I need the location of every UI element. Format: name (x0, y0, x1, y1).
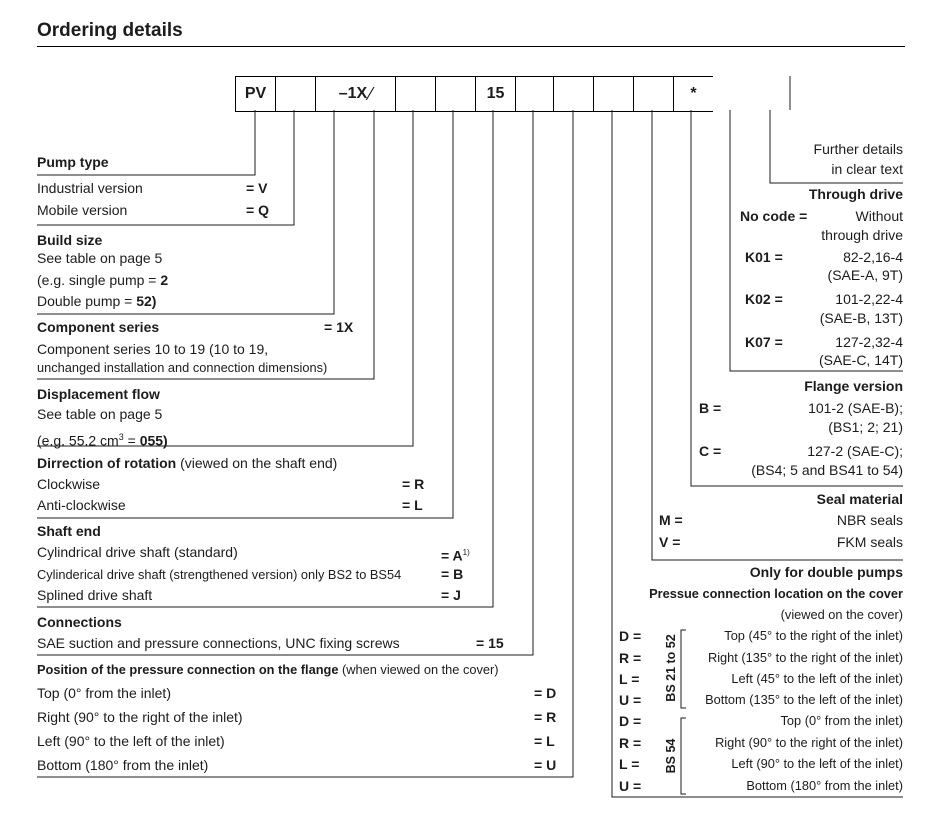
pump-type-mobile-code: = Q (246, 202, 269, 218)
code-cell-connections: 15 (475, 77, 515, 111)
through-drive-heading: Through drive (808, 186, 903, 202)
pump-type-mobile-label: Mobile version (37, 202, 128, 218)
through-drive-k01-desc-2: (SAE-A, 9T) (827, 267, 903, 283)
connections-heading: Connections (37, 614, 122, 630)
displacement-example-sup: 3 (118, 432, 124, 442)
connections-sae-label: SAE suction and pressure connections, UNC fixing screws (37, 635, 400, 651)
double-pumps-note: (viewed on the cover) (780, 607, 903, 622)
double-pump-g1-r-desc: Right (135° to the right of the inlet) (707, 650, 903, 665)
double-pumps-subheading: Pressue connection location on the cover (649, 586, 903, 601)
code-series-text: –1X (338, 85, 368, 102)
code-cell-series: –1X ⁄ (315, 77, 395, 111)
build-size-example (37, 272, 168, 289)
component-series-line-2: unchanged installation and connection dimensions) (37, 360, 328, 375)
shaft-end-heading: Shaft end (37, 523, 101, 539)
shaft-end-standard-code-text: = A (441, 547, 463, 564)
double-pump-g1-u-code: U = (619, 692, 642, 708)
through-drive-k02-code: K02 = (745, 291, 783, 307)
group-bs21-52-label: BS 21 to 52 (664, 634, 678, 702)
flange-version-heading: Flange version (804, 378, 903, 394)
pressure-position-heading-note: (when viewed on the cover) (338, 662, 499, 677)
displacement-line: See table on page 5 (37, 406, 163, 422)
through-drive-k07-desc-2: (SAE-C, 14T) (818, 352, 903, 368)
flange-version-b-desc-2: (BS1; 2; 21) (828, 419, 903, 435)
further-details-line-1: Further details (813, 141, 903, 157)
through-drive-k01-desc-1: 82-2,16-4 (843, 249, 903, 265)
double-pump-g2-l-code: L = (619, 756, 640, 772)
pressure-position-left-code: = L (534, 733, 555, 749)
displacement-heading: Displacement flow (37, 386, 160, 402)
rotation-anticlockwise-code: = L (402, 497, 423, 513)
pump-type-industrial-label: Industrial version (37, 180, 143, 196)
build-size-double (37, 293, 156, 310)
build-size-heading: Build size (37, 232, 103, 248)
component-series-code: = 1X (324, 319, 354, 335)
shaft-end-standard-code (441, 544, 470, 565)
through-drive-k07-code: K07 = (745, 334, 783, 350)
pressure-position-bottom-code: = U (534, 757, 557, 773)
pressure-position-right-code: = R (534, 709, 557, 725)
through-drive-k07-desc-1: 127-2,32-4 (835, 334, 903, 350)
pressure-position-top-code: = D (534, 685, 557, 701)
double-pump-g2-d-desc: Top (0° from the inlet) (780, 713, 903, 728)
double-pump-g1-l-code: L = (619, 671, 640, 687)
rotation-clockwise-label: Clockwise (37, 476, 101, 492)
rotation-heading-text: Dirrection of rotation (37, 455, 177, 471)
flange-version-c-desc-1: 127-2 (SAE-C); (807, 443, 903, 459)
rotation-heading-note: (viewed on the shaft end) (176, 455, 338, 471)
through-drive-k02-desc-1: 101-2,22-4 (835, 291, 903, 307)
through-drive-k02-desc-2: (SAE-B, 13T) (819, 310, 903, 326)
shaft-end-strengthened-label: Cylinderical drive shaft (strengthened version) only BS2 to BS54 (37, 567, 402, 582)
pressure-position-heading (37, 662, 499, 678)
double-pump-g2-d-code: D = (619, 713, 642, 729)
double-pump-g2-r-desc: Right (90° to the right of the inlet) (715, 735, 903, 750)
build-size-double-prefix: Double pump = (37, 293, 137, 309)
pressure-position-heading-text: Position of the pressure connection on the flange (37, 662, 339, 677)
double-pump-g1-u-desc: Bottom (135° to the left of the inlet) (705, 692, 903, 707)
component-series-heading: Component series (37, 319, 160, 335)
double-pump-g1-r-code: R = (619, 650, 642, 666)
double-pumps-heading: Only for double pumps (749, 564, 903, 580)
shaft-end-strengthened-code: = B (441, 566, 464, 582)
seal-material-heading: Seal material (816, 491, 903, 507)
pressure-position-top-label: Top (0° from the inlet) (37, 685, 171, 701)
through-drive-no-code-desc-2: through drive (821, 227, 903, 243)
displacement-example-mid: = (123, 432, 140, 449)
shaft-end-splined-label: Splined drive shaft (37, 587, 153, 603)
code-cell-pv: PV (235, 77, 275, 111)
seal-material-m-code: M = (659, 512, 683, 528)
build-size-example-value: 2 (160, 272, 169, 288)
pressure-position-right-label: Right (90° to the right of the inlet) (37, 709, 243, 725)
pump-type-heading: Pump type (37, 154, 109, 170)
flange-version-b-desc-1: 101-2 (SAE-B); (808, 400, 903, 416)
code-cell-through-drive: * (673, 77, 713, 111)
build-size-line: See table on page 5 (37, 250, 163, 266)
flange-version-b-code: B = (699, 400, 722, 416)
displacement-example-value: 055) (139, 432, 168, 449)
rotation-anticlockwise-label: Anti-clockwise (37, 497, 126, 513)
further-details-line-2: in clear text (831, 161, 903, 177)
shaft-end-footnote: 1) (462, 548, 470, 557)
build-size-double-value: 52) (136, 293, 157, 309)
through-drive-no-code: No code = (740, 208, 808, 224)
double-pump-g1-d-desc: Top (45° to the right of the inlet) (724, 628, 903, 643)
double-pump-g2-u-desc: Bottom (180° from the inlet) (746, 778, 903, 793)
seal-material-v-code: V = (659, 534, 681, 550)
shaft-end-standard-label: Cylindrical drive shaft (standard) (37, 544, 238, 560)
double-pump-g2-r-code: R = (619, 735, 642, 751)
rotation-clockwise-code: = R (402, 476, 425, 492)
double-pump-g2-l-desc: Left (90° to the left of the inlet) (731, 756, 903, 771)
group-bs54-label: BS 54 (664, 738, 678, 774)
double-pump-g2-u-code: U = (619, 778, 642, 794)
connections-sae-code: = 15 (476, 635, 504, 651)
seal-material-m-desc: NBR seals (836, 512, 903, 528)
through-drive-k01-code: K01 = (745, 249, 783, 265)
through-drive-no-code-desc-1: Without (855, 208, 903, 224)
pump-type-industrial-code: = V (246, 180, 268, 196)
displacement-example (37, 429, 168, 450)
double-pump-g1-l-desc: Left (45° to the left of the inlet) (731, 671, 903, 686)
rotation-heading (37, 455, 337, 472)
flange-version-c-code: C = (699, 443, 722, 459)
build-size-example-prefix: (e.g. single pump = (37, 272, 161, 288)
pressure-position-bottom-label: Bottom (180° from the inlet) (37, 757, 209, 773)
shaft-end-splined-code: = J (441, 587, 461, 603)
double-pump-g1-d-code: D = (619, 628, 642, 644)
pressure-position-left-label: Left (90° to the left of the inlet) (37, 733, 225, 749)
seal-material-v-desc: FKM seals (836, 534, 903, 550)
displacement-example-prefix: (e.g. 55.2 cm (37, 432, 119, 449)
flange-version-c-desc-2: (BS4; 5 and BS41 to 54) (751, 462, 903, 478)
component-series-line-1: Component series 10 to 19 (10 to 19, (37, 341, 269, 357)
page-title: Ordering details (37, 20, 183, 41)
